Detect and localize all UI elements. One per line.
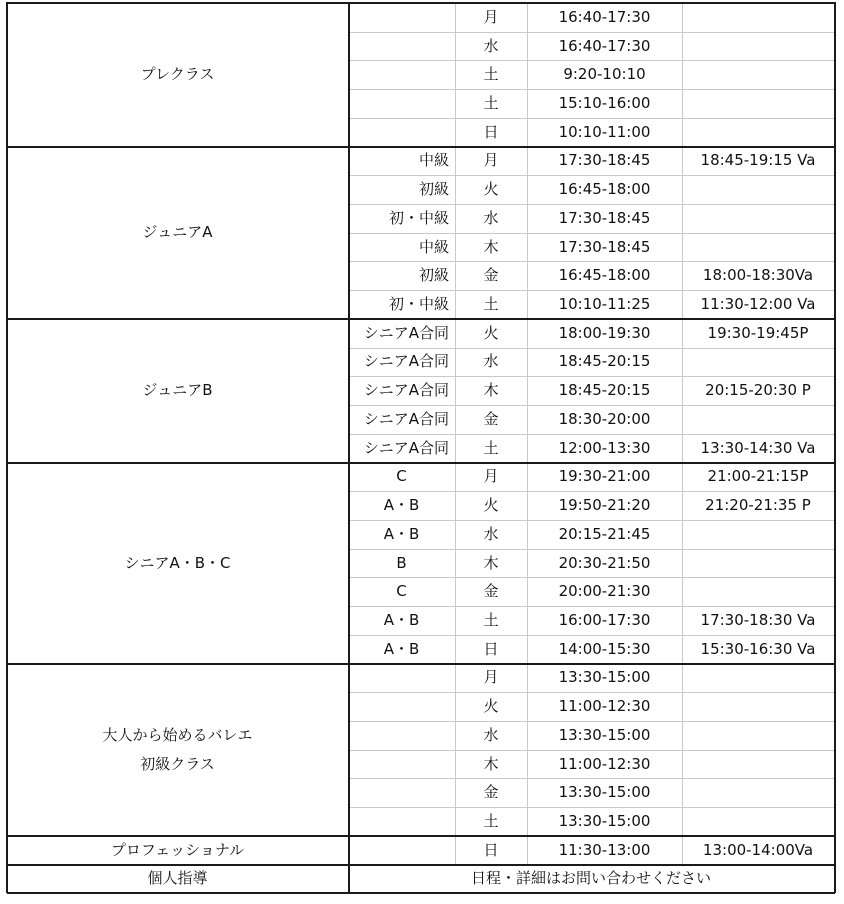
column-divider [682, 463, 683, 664]
time-cell: 18:45-20:15 [558, 352, 651, 371]
row-divider [348, 405, 834, 406]
day-cell: 火 [483, 323, 499, 342]
level-cell: 初・中級 [388, 295, 449, 314]
extra-cell: 15:30-16:30 Va [700, 639, 816, 658]
row-divider [348, 520, 834, 521]
time-cell: 18:45-20:15 [558, 381, 651, 400]
time-cell: 19:30-21:00 [558, 467, 651, 486]
row-divider [348, 491, 834, 492]
class-name-line: プロフェッショナル [110, 840, 245, 859]
extra-cell [682, 692, 834, 721]
extra-cell [682, 549, 834, 578]
day-cell: 水 [483, 725, 499, 744]
row-divider [348, 118, 834, 119]
column-divider [682, 836, 683, 865]
row-divider [348, 233, 834, 234]
time-cell: 13:30-15:00 [558, 812, 651, 831]
extra-cell: 11:30-12:00 Va [700, 295, 816, 314]
level-cell: シニアA合同 [363, 409, 449, 428]
time-cell: 17:30-18:45 [558, 237, 651, 256]
level-cell [348, 836, 455, 865]
time-cell: 14:00-15:30 [558, 639, 651, 658]
extra-cell: 13:00-14:00Va [702, 840, 814, 859]
day-cell: 日 [483, 840, 499, 859]
extra-cell [682, 750, 834, 779]
row-divider [348, 204, 834, 205]
level-cell [348, 778, 455, 807]
column-divider [682, 664, 683, 836]
time-cell: 13:30-15:00 [558, 725, 651, 744]
day-cell: 土 [483, 610, 499, 629]
level-cell [348, 3, 455, 32]
day-cell: 土 [483, 812, 499, 831]
row-divider [348, 348, 834, 349]
column-divider [527, 664, 528, 836]
group-divider [7, 864, 835, 866]
column-divider [682, 147, 683, 319]
class-name-cell [7, 463, 348, 664]
class-name-separator [348, 2, 350, 893]
row-divider [348, 89, 834, 90]
time-cell: 15:10-16:00 [558, 94, 651, 113]
row-divider [348, 721, 834, 722]
level-cell: 中級 [418, 151, 449, 170]
day-cell: 水 [483, 208, 499, 227]
row-divider [348, 261, 834, 262]
time-cell: 20:00-21:30 [558, 582, 651, 601]
time-cell: 20:30-21:50 [558, 553, 651, 572]
level-cell [348, 664, 455, 693]
group-divider [7, 2, 835, 4]
time-cell: 10:10-11:00 [558, 122, 651, 141]
table-left-border [6, 2, 8, 893]
extra-cell: 18:45-19:15 Va [700, 151, 816, 170]
day-cell: 土 [483, 295, 499, 314]
group-divider [7, 318, 835, 320]
class-name-line: 大人から始めるバレエ [102, 725, 253, 744]
level-cell [348, 60, 455, 89]
day-cell: 月 [483, 7, 499, 26]
column-divider [527, 3, 528, 147]
level-cell: A・B [383, 610, 420, 629]
class-name-cell [7, 319, 348, 463]
day-cell: 土 [483, 438, 499, 457]
class-name-line: プレクラス [140, 65, 215, 84]
level-cell: シニアA合同 [363, 352, 449, 371]
column-divider [682, 319, 683, 463]
time-cell: 16:45-18:00 [558, 266, 651, 285]
time-cell: 19:50-21:20 [558, 496, 651, 515]
column-divider [455, 319, 456, 463]
row-divider [348, 32, 834, 33]
level-cell: 初・中級 [388, 208, 449, 227]
day-cell: 月 [483, 668, 499, 687]
column-divider [682, 3, 683, 147]
row-divider [348, 692, 834, 693]
time-cell: 11:00-12:30 [558, 697, 651, 716]
column-divider [455, 836, 456, 865]
extra-cell [682, 32, 834, 61]
group-divider [7, 663, 835, 665]
level-cell: シニアA合同 [363, 381, 449, 400]
time-cell: 16:45-18:00 [558, 180, 651, 199]
level-cell: 初級 [418, 180, 449, 199]
day-cell: 金 [483, 266, 499, 285]
extra-cell [682, 233, 834, 262]
extra-cell [682, 348, 834, 377]
time-cell: 10:10-11:25 [558, 295, 651, 314]
column-divider [455, 147, 456, 319]
private-lesson-name: 個人指導 [147, 869, 208, 888]
extra-cell [682, 577, 834, 606]
extra-cell: 17:30-18:30 Va [700, 610, 816, 629]
extra-cell: 13:30-14:30 Va [700, 438, 816, 457]
day-cell: 月 [483, 467, 499, 486]
column-divider [527, 836, 528, 865]
level-cell: シニアA合同 [363, 323, 449, 342]
time-cell: 20:15-21:45 [558, 524, 651, 543]
time-cell: 17:30-18:45 [558, 208, 651, 227]
level-cell: C [396, 582, 407, 601]
day-cell: 土 [483, 94, 499, 113]
private-lesson-note: 日程・詳細はお問い合わせください [470, 869, 711, 888]
time-cell: 18:00-19:30 [558, 323, 651, 342]
level-cell [348, 32, 455, 61]
row-divider [348, 577, 834, 578]
extra-cell [682, 118, 834, 147]
group-divider [7, 835, 835, 837]
column-divider [455, 3, 456, 147]
time-cell: 16:00-17:30 [558, 610, 651, 629]
extra-cell: 18:00-18:30Va [702, 266, 814, 285]
level-cell [348, 721, 455, 750]
extra-cell [682, 664, 834, 693]
level-cell [348, 89, 455, 118]
day-cell: 月 [483, 151, 499, 170]
column-divider [455, 664, 456, 836]
time-cell: 11:30-13:00 [558, 840, 651, 859]
extra-cell: 20:15-20:30 P [705, 381, 811, 400]
time-cell: 13:30-15:00 [558, 783, 651, 802]
class-name-cell [7, 836, 348, 865]
level-cell: シニアA合同 [363, 438, 449, 457]
time-cell: 12:00-13:30 [558, 438, 651, 457]
extra-cell [682, 60, 834, 89]
day-cell: 金 [483, 582, 499, 601]
day-cell: 水 [483, 352, 499, 371]
extra-cell [682, 520, 834, 549]
extra-cell: 19:30-19:45P [707, 323, 809, 342]
level-cell [348, 807, 455, 836]
level-cell [348, 692, 455, 721]
column-divider [527, 147, 528, 319]
time-cell: 16:40-17:30 [558, 36, 651, 55]
time-cell: 17:30-18:45 [558, 151, 651, 170]
row-divider [348, 175, 834, 176]
row-divider [348, 635, 834, 636]
class-name-line: ジュニアA [142, 223, 213, 242]
level-cell: A・B [383, 639, 420, 658]
table-bottom-border [7, 892, 835, 894]
time-cell: 13:30-15:00 [558, 668, 651, 687]
class-name-cell [7, 3, 348, 147]
column-divider [527, 463, 528, 664]
table-right-border [834, 2, 836, 893]
row-divider [348, 376, 834, 377]
row-divider [348, 434, 834, 435]
extra-cell [682, 778, 834, 807]
level-cell: 初級 [418, 266, 449, 285]
class-name-cell [7, 147, 348, 319]
extra-cell: 21:20-21:35 P [705, 496, 811, 515]
level-cell: B [396, 553, 407, 572]
level-cell: C [396, 467, 407, 486]
day-cell: 日 [483, 639, 499, 658]
column-divider [527, 319, 528, 463]
row-divider [348, 60, 834, 61]
extra-cell [682, 204, 834, 233]
extra-cell [682, 3, 834, 32]
row-divider [348, 778, 834, 779]
class-name-line: 初級クラス [140, 754, 215, 773]
day-cell: 火 [483, 180, 499, 199]
time-cell: 9:20-10:10 [563, 65, 646, 84]
row-divider [348, 606, 834, 607]
time-cell: 11:00-12:30 [558, 754, 651, 773]
row-divider [348, 290, 834, 291]
row-divider [348, 549, 834, 550]
extra-cell [682, 807, 834, 836]
level-cell: 中級 [418, 237, 449, 256]
day-cell: 金 [483, 783, 499, 802]
row-divider [348, 807, 834, 808]
level-cell: A・B [383, 524, 420, 543]
day-cell: 日 [483, 122, 499, 141]
time-cell: 18:30-20:00 [558, 409, 651, 428]
day-cell: 土 [483, 65, 499, 84]
day-cell: 金 [483, 409, 499, 428]
class-name-line: ジュニアB [142, 381, 213, 400]
day-cell: 水 [483, 36, 499, 55]
group-divider [7, 146, 835, 148]
level-cell [348, 118, 455, 147]
row-divider [348, 750, 834, 751]
extra-cell [682, 405, 834, 434]
day-cell: 火 [483, 496, 499, 515]
day-cell: 木 [483, 553, 499, 572]
extra-cell [682, 89, 834, 118]
extra-cell [682, 175, 834, 204]
group-divider [7, 462, 835, 464]
class-name-line: シニアA・B・C [124, 553, 231, 572]
column-divider [455, 463, 456, 664]
class-name-cell [7, 664, 348, 836]
day-cell: 火 [483, 697, 499, 716]
extra-cell [682, 721, 834, 750]
extra-cell: 21:00-21:15P [707, 467, 809, 486]
level-cell: A・B [383, 496, 420, 515]
day-cell: 木 [483, 754, 499, 773]
day-cell: 木 [483, 381, 499, 400]
time-cell: 16:40-17:30 [558, 7, 651, 26]
level-cell [348, 750, 455, 779]
day-cell: 木 [483, 237, 499, 256]
day-cell: 水 [483, 524, 499, 543]
